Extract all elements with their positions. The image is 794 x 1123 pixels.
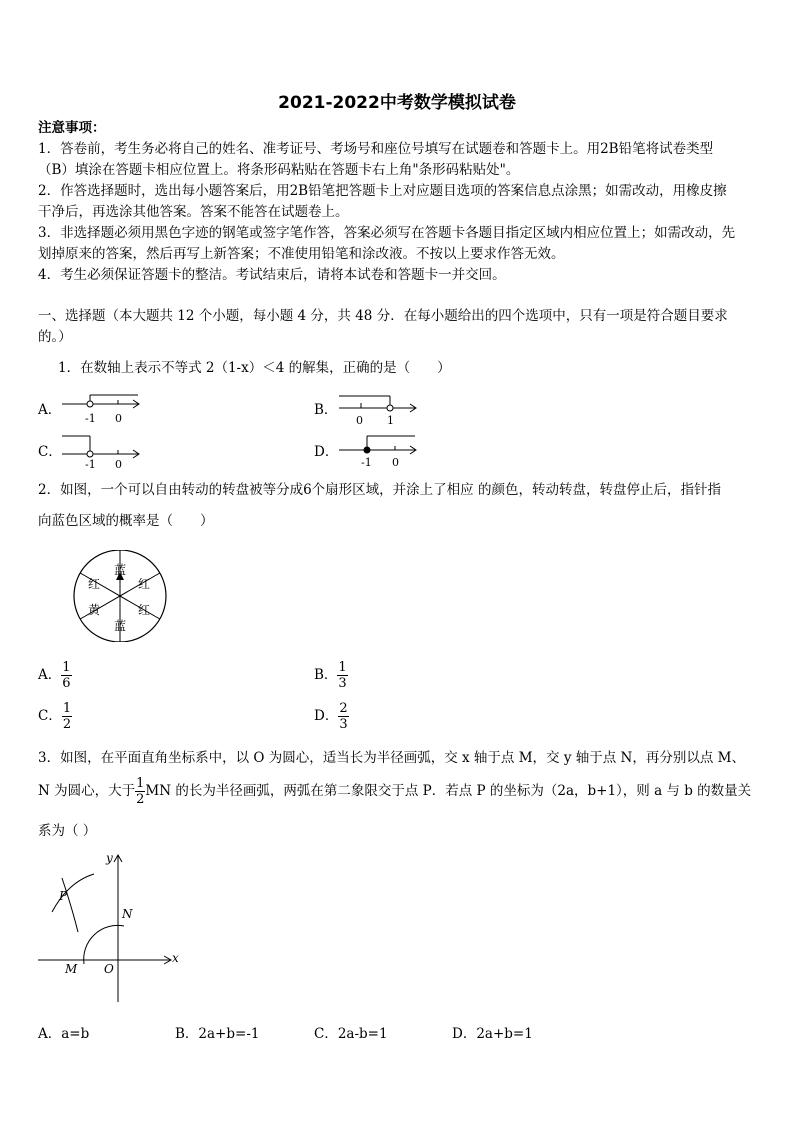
tick-label: -1: [361, 456, 372, 469]
q3-stem-line3: 系为（ ）: [38, 823, 97, 839]
fraction: $\frac{1}{2}$: [62, 701, 72, 732]
q3-stem-line2: N 为圆心，大于 $\frac{1}{2}$ MN 的长为半径画弧，两弧在第二象限交于点 P．若点 P 的坐标为（2a，b+1），则 a 与 b 的数量关: [38, 776, 752, 807]
option-label: C．: [38, 708, 62, 724]
notice-line: 干净后，再选涂其他答案。答案不能答在试题卷上。: [38, 204, 349, 220]
sector-label: 红: [138, 577, 151, 591]
notice-line: 3．非选择题必须用黑色字迹的钢笔或签字笔作答，答案必须写在答题卡各题目指定区域内相应位置上；如需改动，先: [38, 225, 736, 241]
q1-option-a-label[interactable]: A．: [38, 402, 62, 418]
fraction: $\frac{2}{3}$: [339, 701, 348, 732]
point-label-n: N: [122, 907, 133, 921]
tick-label: -1: [85, 458, 96, 470]
notice-line: 划掉原来的答案，然后再写上新答案；不准使用铅笔和涂改液。不按以上要求作答无效。: [38, 246, 565, 262]
q2-option-d[interactable]: [314, 701, 349, 732]
q3-option-d[interactable]: D．2a+b=1: [452, 1026, 533, 1042]
notice-line: （B）填涂在答题卡相应位置上。将条形码粘贴在答题卡右上角"条形码粘贴处"。: [38, 162, 520, 178]
fraction-half: $\frac{1}{2}$: [136, 776, 145, 807]
sector-label: 黄: [88, 603, 101, 617]
q1-option-d-numberline: [335, 432, 421, 470]
axis-label-y: y: [106, 851, 113, 865]
tick-label: 1: [387, 414, 394, 426]
q1-option-c-numberline: [58, 432, 144, 470]
sector-label: 蓝: [114, 563, 127, 577]
fraction: $\frac{1}{3}$: [338, 660, 347, 691]
sector-label: 红: [138, 603, 151, 617]
point-label-m: M: [65, 962, 78, 976]
option-label: D．: [314, 708, 339, 724]
page-title: 2021-2022中考数学模拟试卷: [278, 93, 516, 113]
spinner-figure: [68, 550, 178, 642]
q3-option-c[interactable]: C．2a-b=1: [314, 1026, 388, 1042]
section-heading: 一、选择题（本大题共 12 个小题，每小题 4 分，共 48 分．在每小题给出的四个选项中，只有一项是符合题目要求: [38, 308, 728, 324]
q1-option-c-label[interactable]: C．: [38, 444, 62, 460]
coordinate-figure: [34, 848, 184, 1006]
notice-line: 1．答卷前，考生务必将自己的姓名、准考证号、考场号和座位号填写在试题卷和答题卡上。用2B铅笔将试卷类型: [38, 141, 714, 157]
tick-label: 0: [115, 458, 122, 470]
q1-option-b-numberline: [335, 392, 421, 426]
q2-stem: 2．如图，一个可以自由转动的转盘被等分成6个扇形区域，并涂上了相应 的颜色，转动转盘，转盘停止后，指针指: [38, 482, 721, 498]
q2-stem-cont: 向蓝色区域的概率是（ ）: [38, 513, 214, 529]
q2-option-a[interactable]: [38, 660, 72, 691]
point-label-p: P: [59, 889, 68, 903]
notice-heading: 注意事项：: [38, 120, 106, 136]
notice-line: 2．作答选择题时，选出每小题答案后，用2B铅笔把答题卡上对应题目选项的答案信息点涂黑；如需改动，用橡皮擦: [38, 183, 727, 199]
q3-stem: 3．如图，在平面直角坐标系中，以 O 为圆心，适当长为半径画弧，交 x 轴于点 M，交 y 轴于点 N，再分别以点 M、: [38, 750, 745, 766]
q1-option-a-numberline: [58, 392, 144, 426]
tick-label: -1: [85, 412, 96, 425]
notice-line: 4．考生必须保证答题卡的整洁。考试结束后，请将本试卷和答题卡一并交回。: [38, 267, 506, 283]
fraction: $\frac{1}{6}$: [62, 660, 71, 691]
option-label: B．: [314, 667, 338, 683]
q3-option-a[interactable]: A．a=b: [38, 1026, 90, 1042]
axis-label-x: x: [172, 951, 179, 965]
sector-label: 蓝: [114, 619, 127, 633]
q2-option-b[interactable]: [314, 660, 348, 691]
option-label: A．: [38, 667, 62, 683]
tick-label: 0: [392, 456, 399, 469]
tick-label: 0: [115, 412, 122, 425]
sector-label: 红: [88, 577, 101, 591]
tick-label: 0: [356, 414, 363, 426]
point-label-o: O: [104, 962, 114, 976]
q1-option-b-label[interactable]: B．: [314, 402, 338, 418]
q2-option-c[interactable]: [38, 701, 72, 732]
q3-option-b[interactable]: B．2a+b=-1: [175, 1026, 260, 1042]
q1-stem: 1．在数轴上表示不等式 2（1-x）＜4 的解集，正确的是（ ）: [58, 360, 451, 376]
q1-option-d-label[interactable]: D．: [314, 444, 339, 460]
section-heading-cont: 的。）: [38, 329, 72, 345]
